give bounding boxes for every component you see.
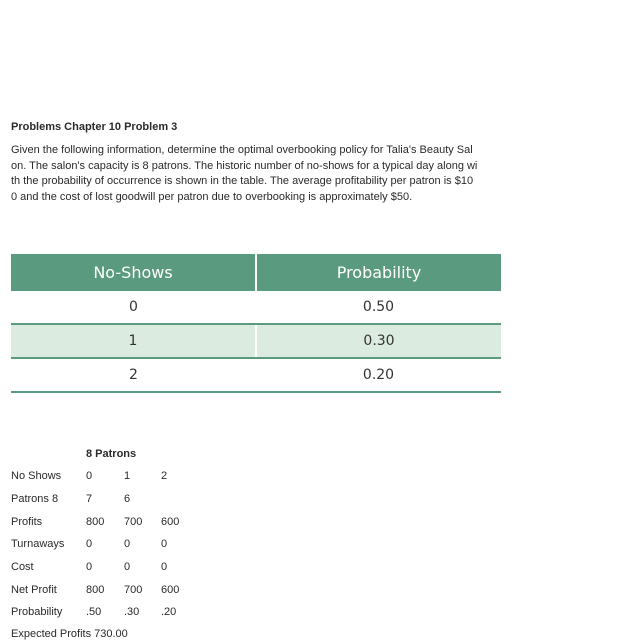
problem-line: th the probability of occurrence is shown in the table. The average profitability per patron is $10 (11, 175, 474, 187)
calc-value: 7 (86, 493, 93, 505)
calc-value: 0 (86, 538, 93, 550)
calc-value: 0 (161, 561, 168, 573)
calc-value: 800 (86, 516, 105, 528)
no-shows-cell: 0 (129, 299, 138, 315)
problem-statement (11, 143, 499, 205)
calc-value: 800 (86, 584, 105, 596)
table-header (11, 254, 501, 291)
calc-value: 0 (124, 561, 131, 573)
calc-value: .20 (161, 606, 177, 618)
calc-value: 0 (86, 561, 93, 573)
table-row (11, 291, 501, 325)
calc-header: 8 Patrons (86, 448, 137, 460)
table-row (11, 359, 501, 393)
no-shows-cell: 2 (129, 367, 138, 383)
calc-value: 0 (86, 470, 93, 482)
calc-row-label: Net Profit (11, 584, 57, 596)
header-probability: Probability (336, 263, 422, 282)
calc-value: 1 (124, 470, 131, 482)
calc-row-label: No Shows (11, 470, 62, 482)
no-show-probability-table (11, 254, 501, 393)
calc-value: 0 (161, 538, 168, 550)
calc-value: 700 (124, 516, 143, 528)
calc-value: 600 (161, 516, 180, 528)
calc-value: 600 (161, 584, 180, 596)
header-no-shows: No-Shows (11, 254, 257, 291)
calc-row-label: Turnaways (11, 538, 65, 550)
calc-row-label: Cost (11, 561, 34, 573)
calc-value: 0 (124, 538, 131, 550)
calc-value: 700 (124, 584, 143, 596)
problem-title: Problems Chapter 10 Problem 3 (11, 121, 178, 133)
probability-cell: 0.20 (362, 367, 395, 383)
calc-value: 6 (124, 493, 131, 505)
probability-cell: 0.50 (362, 299, 395, 315)
calc-row-label: Patrons 8 (11, 493, 59, 505)
calc-row-label: Profits (11, 516, 43, 528)
calc-value: 2 (161, 470, 168, 482)
calc-value: .50 (86, 606, 102, 618)
problem-line: 0 and the cost of lost goodwill per patron due to overbooking is approximately $50. (11, 190, 413, 203)
problem-line: Given the following information, determine the optimal overbooking policy for Talia's Beauty Sal (11, 144, 473, 156)
calc-row-label: Probability (11, 606, 63, 618)
problem-line: on. The salon's capacity is 8 patrons. The historic number of no-shows for a typical day along wi (11, 159, 478, 172)
expected-profits: Expected Profits 730.00 (11, 628, 128, 640)
no-shows-cell: 1 (11, 325, 257, 357)
table-row (11, 325, 501, 359)
calc-value: .30 (124, 606, 140, 618)
probability-cell: 0.30 (363, 333, 395, 349)
